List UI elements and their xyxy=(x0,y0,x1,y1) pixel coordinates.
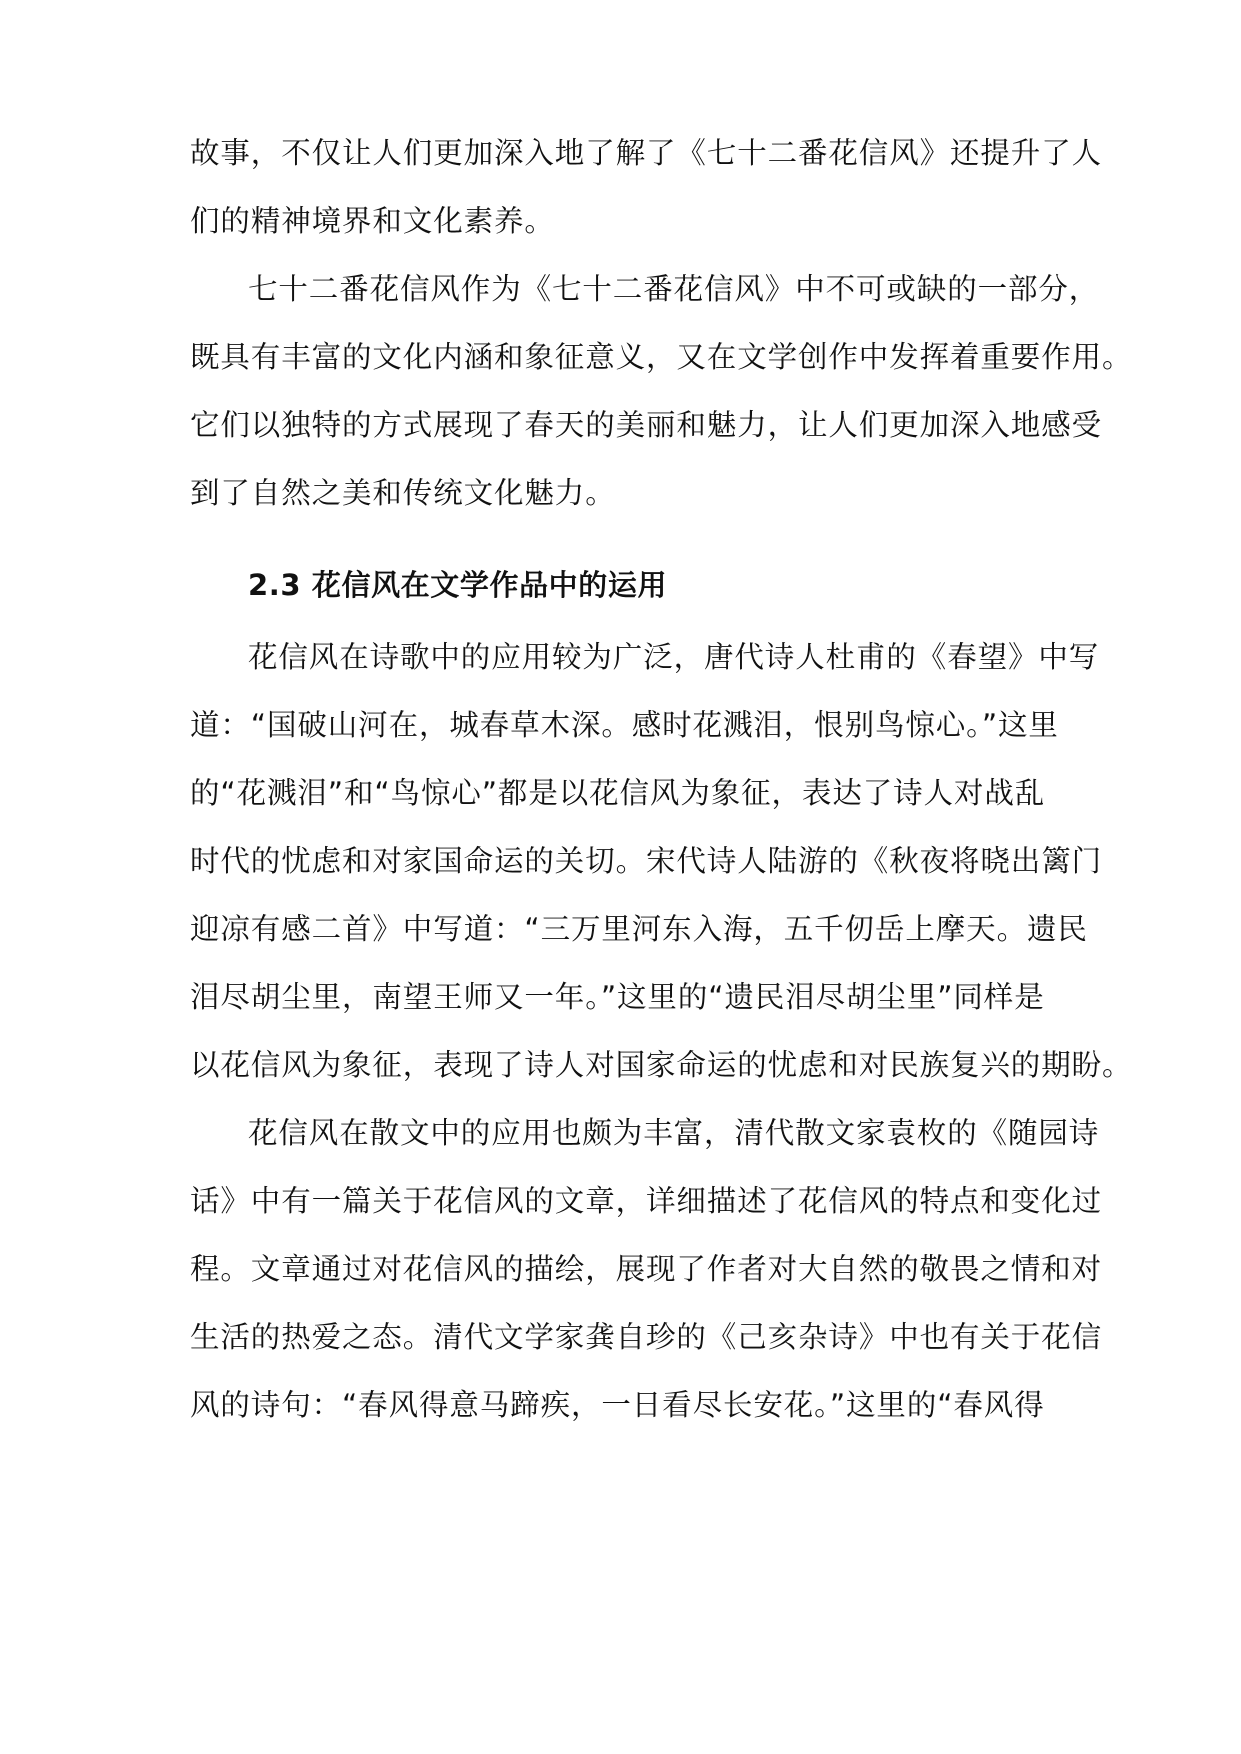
section-heading: 2.3 花信风在文学作品中的运用 xyxy=(248,568,668,602)
paragraph-line: 风的诗句：“春风得意马蹄疾，一日看尽长安花。”这里的“春风得 xyxy=(190,1388,1045,1422)
paragraph-line: 七十二番花信风作为《七十二番花信风》中不可或缺的一部分， xyxy=(248,272,1100,306)
paragraph-line: 花信风在诗歌中的应用较为广泛，唐代诗人杜甫的《春望》中写 xyxy=(248,640,1100,674)
paragraph-line: 话》中有一篇关于花信风的文章，详细描述了花信风的特点和变化过 xyxy=(190,1184,1103,1218)
paragraph-line: 们的精神境界和文化素养。 xyxy=(190,204,555,238)
paragraph-line: 故事，不仅让人们更加深入地了解了《七十二番花信风》还提升了人 xyxy=(190,136,1103,170)
paragraph-line: 的“花溅泪”和“鸟惊心”都是以花信风为象征，表达了诗人对战乱 xyxy=(190,776,1046,810)
paragraph-line: 以花信风为象征，表现了诗人对国家命运的忧虑和对民族复兴的期盼。 xyxy=(190,1048,1133,1082)
paragraph-line: 泪尽胡尘里，南望王师又一年。”这里的“遗民泪尽胡尘里”同样是 xyxy=(190,980,1045,1014)
paragraph-line: 花信风在散文中的应用也颇为丰富，清代散文家袁枚的《随园诗 xyxy=(248,1116,1100,1150)
paragraph-line: 生活的热爱之态。清代文学家龚自珍的《己亥杂诗》中也有关于花信 xyxy=(190,1320,1103,1354)
paragraph-line: 既具有丰富的文化内涵和象征意义，又在文学创作中发挥着重要作用。 xyxy=(190,340,1133,374)
paragraph-line: 到了自然之美和传统文化魅力。 xyxy=(190,476,616,510)
paragraph-line: 迎凉有感二首》中写道：“三万里河东入海，五千仞岳上摩天。遗民 xyxy=(190,912,1088,946)
paragraph-line: 时代的忧虑和对家国命运的关切。宋代诗人陆游的《秋夜将晓出篱门 xyxy=(190,844,1103,878)
paragraph-line: 它们以独特的方式展现了春天的美丽和魅力，让人们更加深入地感受 xyxy=(190,408,1103,442)
paragraph-line: 道：“国破山河在，城春草木深。感时花溅泪，恨别鸟惊心。”这里 xyxy=(190,708,1059,742)
paragraph-line: 程。文章通过对花信风的描绘，展现了作者对大自然的敬畏之情和对 xyxy=(190,1252,1103,1286)
